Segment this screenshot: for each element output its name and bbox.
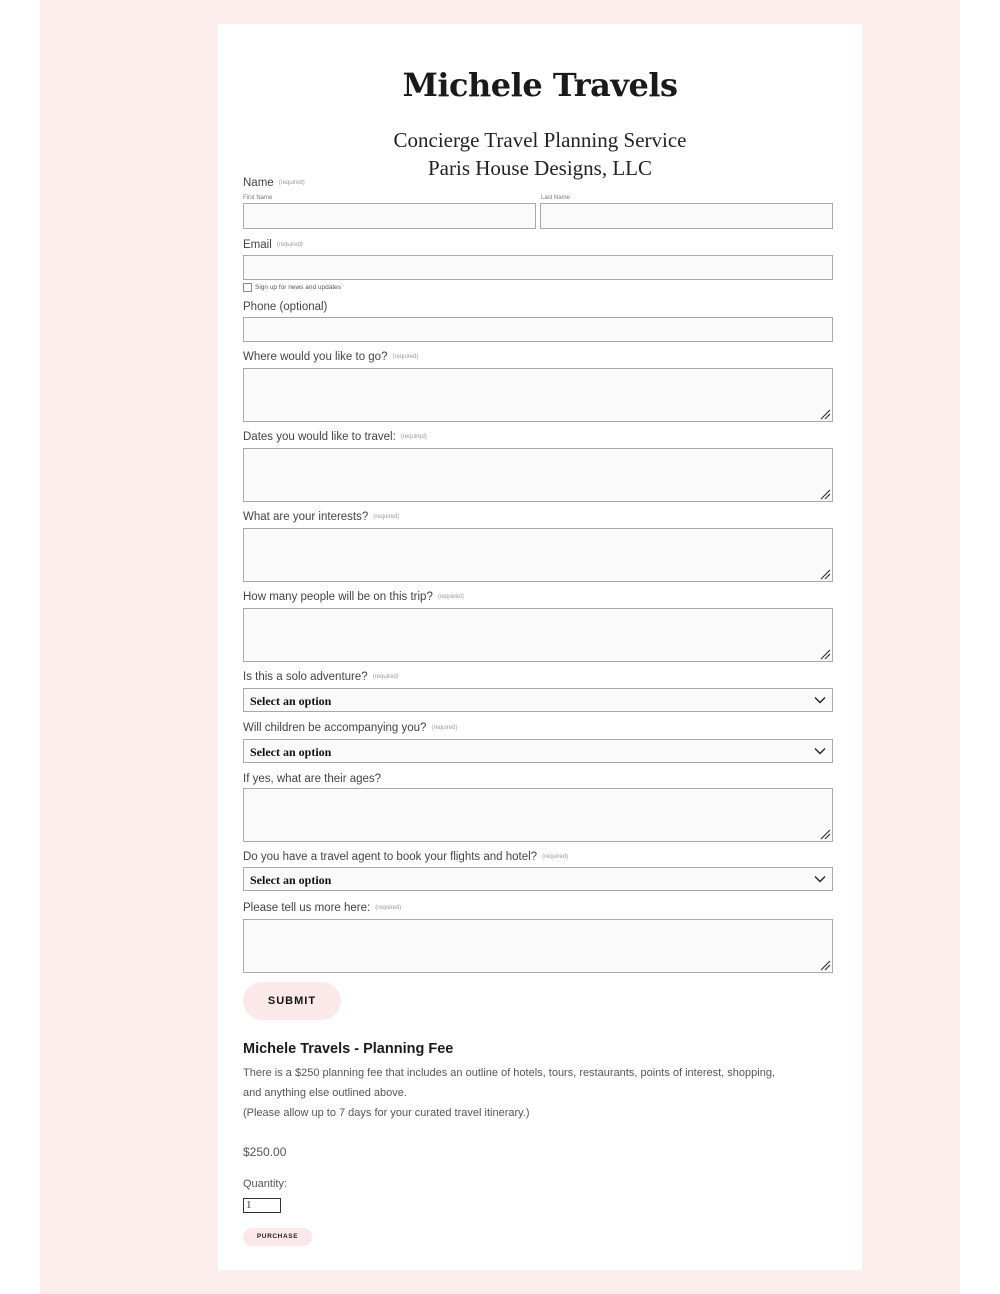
required-tag: (required) [542,853,569,860]
more-textarea[interactable] [243,919,833,973]
email-label [243,239,303,251]
newsletter-checkbox[interactable] [243,283,252,292]
email-input[interactable] [243,255,833,280]
dates-textarea[interactable] [243,448,833,502]
children-select[interactable] [243,739,833,763]
people-label [243,591,464,603]
chevron-down-icon [814,874,826,884]
subtitle-service: Concierge Travel Planning Service [393,128,687,152]
product-price: $250.00 [243,1145,287,1159]
page-title: Michele Travels [402,66,678,104]
agent-label-text: Do you have a travel agent to book your flights and hotel? [243,851,538,863]
interests-label [243,511,399,523]
agent-select-value: Select an option [250,873,332,887]
required-tag: (required) [392,353,419,360]
newsletter-label: Sign up for news and updates [255,284,342,291]
name-label-text: Name [243,177,274,189]
interests-textarea[interactable] [243,528,833,582]
solo-label-text: Is this a solo adventure? [243,671,368,683]
solo-select[interactable] [243,688,833,712]
resize-grip-icon[interactable] [819,408,831,420]
name-label [243,177,305,189]
subtitle-company: Paris House Designs, LLC [428,156,652,180]
email-label-text: Email [243,239,272,251]
first-name-input[interactable] [243,203,536,229]
last-name-label: Last Name [541,195,571,201]
submit-button[interactable]: SUBMIT [243,982,341,1020]
required-tag: (required) [278,179,305,186]
resize-grip-icon[interactable] [819,568,831,580]
more-label [243,902,401,914]
product-description-line1: There is a $250 planning fee that includes an outline of hotels, tours, restaurants, points of interest, shopping, [243,1067,776,1079]
solo-label [243,671,399,683]
chevron-down-icon [814,746,826,756]
product-description-line3: (Please allow up to 7 days for your curated travel itinerary.) [243,1107,530,1119]
quantity-label: Quantity: [243,1178,288,1190]
dates-label [243,431,427,443]
ages-textarea[interactable] [243,788,833,842]
destination-textarea[interactable] [243,368,833,422]
people-label-text: How many people will be on this trip? [243,591,433,603]
ages-label: If yes, what are their ages? [243,773,382,785]
resize-grip-icon[interactable] [819,648,831,660]
required-tag: (required) [437,593,464,600]
required-tag: (required) [276,241,303,248]
quantity-input[interactable]: 1 [243,1198,281,1213]
required-tag: (required) [373,513,400,520]
children-label [243,722,457,734]
required-tag: (required) [372,673,399,680]
solo-select-value: Select an option [250,694,332,708]
resize-grip-icon[interactable] [819,488,831,500]
required-tag: (required) [375,904,402,911]
form-card [218,24,862,1270]
first-name-label: First Name [243,195,273,201]
phone-label: Phone (optional) [243,301,328,313]
purchase-button[interactable]: PURCHASE [243,1228,312,1246]
destination-label-text: Where would you like to go? [243,351,388,363]
people-textarea[interactable] [243,608,833,662]
agent-label [243,851,568,863]
product-description-line2: and anything else outlined above. [243,1087,407,1099]
resize-grip-icon[interactable] [819,828,831,840]
dates-label-text: Dates you would like to travel: [243,431,396,443]
resize-grip-icon[interactable] [819,959,831,971]
children-label-text: Will children be accompanying you? [243,722,427,734]
last-name-input[interactable] [540,203,833,229]
required-tag: (required) [431,724,458,731]
destination-label [243,351,418,363]
required-tag: (required) [400,433,427,440]
phone-input[interactable] [243,317,833,342]
agent-select[interactable] [243,867,833,891]
more-label-text: Please tell us more here: [243,902,371,914]
product-title: Michele Travels - Planning Fee [243,1041,454,1057]
interests-label-text: What are your interests? [243,511,369,523]
chevron-down-icon [814,695,826,705]
page-background [40,0,960,1294]
children-select-value: Select an option [250,745,332,759]
